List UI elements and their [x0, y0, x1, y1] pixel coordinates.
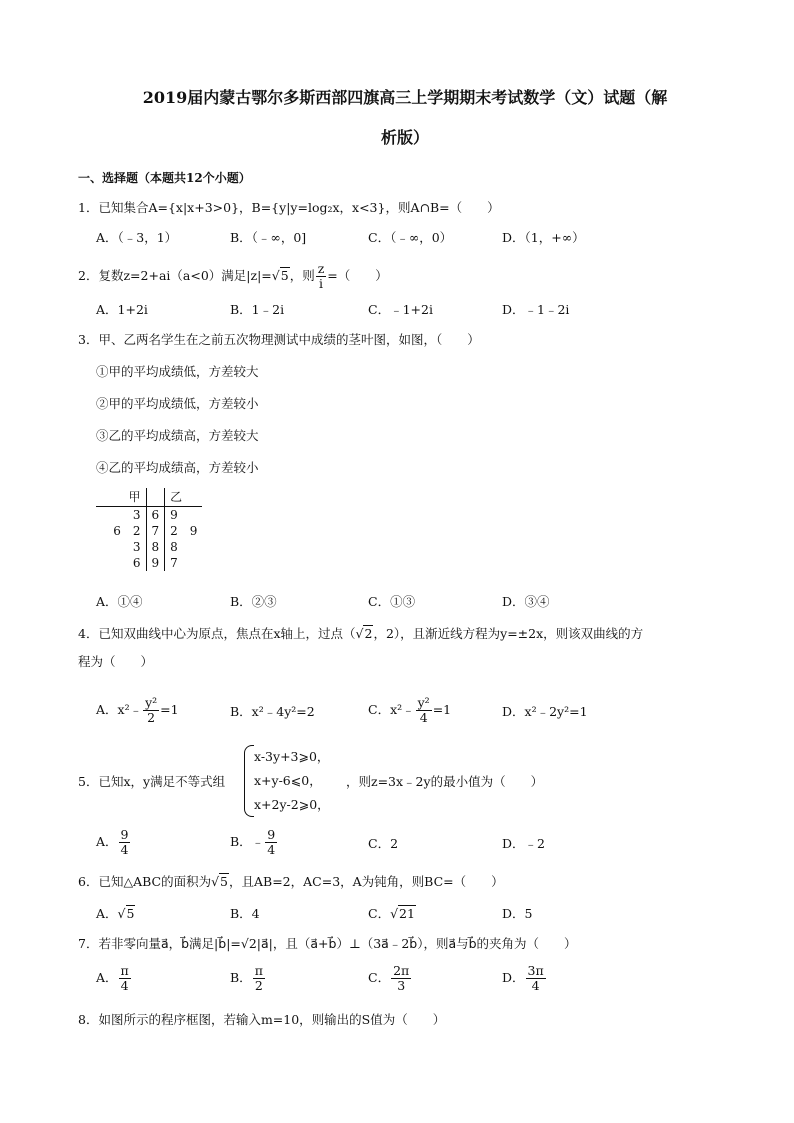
- numerator: 2π: [393, 963, 410, 978]
- question-6-stem: [78, 872, 504, 892]
- option-b[interactable]: B．x²﹣4y²=2: [230, 704, 315, 719]
- question-4-stem: [78, 624, 643, 644]
- denominator: 4: [531, 978, 540, 993]
- option-text: A．x²﹣: [96, 702, 143, 717]
- numerator: 9: [120, 827, 129, 842]
- statement-1: ①甲的平均成绩低，方差较大: [96, 364, 259, 379]
- option-a[interactable]: A．①④: [96, 594, 143, 609]
- numerator: 9: [267, 827, 276, 842]
- plot-row: [96, 539, 202, 555]
- leaf-right: 8: [170, 539, 178, 554]
- inequality-2: x+y-6⩽0，: [254, 773, 322, 788]
- option-text-post: =1: [432, 702, 452, 717]
- option-d[interactable]: D．（1，+∞）: [502, 230, 585, 245]
- leaf-right: 9: [170, 507, 178, 522]
- fraction: [119, 964, 131, 993]
- question-7-options: [96, 964, 736, 1000]
- option-a[interactable]: A．（﹣3，1）: [96, 230, 178, 245]
- option-a[interactable]: A．1+2i: [96, 302, 148, 317]
- denominator: 4: [419, 710, 428, 725]
- sqrt-symbol: √5: [271, 268, 289, 283]
- numerator: π: [254, 963, 263, 978]
- option-a[interactable]: [96, 904, 135, 924]
- denominator: i: [319, 276, 323, 291]
- stem-value: 8: [146, 539, 165, 555]
- statement-3: ③乙的平均成绩高，方差较大: [96, 428, 259, 443]
- radicand: 5: [280, 268, 289, 283]
- question-7-stem: 7．若非零向量a⃗，b⃗满足|b⃗|=√2|a⃗|，且（a⃗+b⃗）⊥（3a⃗﹣2b⃗），则a⃗与b⃗的夹角为（ ）: [78, 936, 577, 951]
- question-2-options: [96, 300, 736, 322]
- question-5-stem-b: ，则z=3x﹣2y的最小值为（ ）: [346, 774, 544, 789]
- plot-row: [96, 523, 202, 539]
- option-text: A．: [96, 970, 118, 985]
- question-4-text-a: 4．已知双曲线中心为原点，焦点在x轴上，过点（: [78, 626, 356, 641]
- question-4-stem-line2: 程为（ ）: [78, 654, 154, 669]
- option-text: D．: [502, 970, 525, 985]
- leaf-left: 6: [132, 555, 141, 570]
- leaf-left: 6 2: [113, 523, 141, 538]
- question-2-text-b: ，则: [289, 268, 315, 283]
- option-d[interactable]: D．﹣2: [502, 836, 545, 851]
- option-c[interactable]: C．①③: [368, 594, 416, 609]
- numerator: π: [120, 963, 129, 978]
- page-title-line2: 析版）: [380, 128, 429, 147]
- sqrt-symbol: √2: [355, 626, 373, 641]
- radicand: 21: [399, 906, 415, 921]
- radicand: 2: [364, 626, 373, 641]
- section-heading: 一、选择题（本题共12个小题）: [78, 171, 251, 185]
- option-b[interactable]: [230, 964, 266, 993]
- header-stem: [146, 488, 165, 506]
- denominator: 4: [120, 978, 129, 993]
- fraction: [391, 964, 411, 993]
- fraction: [526, 964, 546, 993]
- option-a[interactable]: [96, 964, 132, 993]
- fraction: [265, 828, 277, 857]
- option-b[interactable]: [230, 828, 278, 857]
- statement-2: ②甲的平均成绩低，方差较小: [96, 396, 259, 411]
- option-text: B．: [230, 970, 252, 985]
- numerator: y²: [417, 695, 430, 710]
- option-d[interactable]: [502, 964, 547, 993]
- option-text: A．: [96, 906, 118, 921]
- plot-row: [96, 506, 202, 523]
- question-2-text-c: =（ ）: [327, 268, 388, 283]
- question-1-stem: 1．已知集合A={x|x+3>0}，B={y|y=log₂x，x<3}，则A∩B=（ ）: [78, 200, 500, 215]
- option-c[interactable]: [368, 904, 416, 924]
- option-a[interactable]: [96, 696, 179, 725]
- option-c[interactable]: [368, 696, 451, 725]
- question-2-stem: [78, 262, 388, 291]
- sqrt-symbol: √5: [117, 906, 135, 921]
- question-5-options: [96, 828, 736, 862]
- question-4-options: [96, 696, 736, 730]
- numerator: z: [317, 261, 325, 276]
- leaf-right: 7: [170, 555, 178, 570]
- option-a[interactable]: [96, 828, 131, 857]
- leaf-right: 2 9: [170, 523, 198, 538]
- option-text: A．: [96, 834, 118, 849]
- denominator: 2: [254, 978, 263, 993]
- inequality-3: x+2y-2⩾0，: [254, 797, 330, 812]
- option-b[interactable]: B．②③: [230, 594, 277, 609]
- inequality-1: x-3y+3⩾0，: [254, 749, 330, 764]
- sqrt-symbol: √21: [390, 906, 415, 921]
- option-d[interactable]: D．x²﹣2y²=1: [502, 704, 588, 719]
- denominator: 3: [397, 978, 406, 993]
- option-d[interactable]: D．③④: [502, 594, 550, 609]
- leaf-left: 3: [132, 539, 141, 554]
- question-4-text-b: ，2），且渐近线方程为y=±2x，则该双曲线的方: [373, 626, 644, 641]
- fraction: [143, 696, 159, 725]
- stem-leaf-plot: [96, 488, 216, 578]
- plot-row: [96, 555, 202, 571]
- question-8-stem: 8．如图所示的程序框图，若输入m=10，则输出的S值为（ ）: [78, 1012, 446, 1027]
- question-3-options: [96, 592, 736, 614]
- option-b[interactable]: B．（﹣∞，0]: [230, 230, 307, 245]
- question-1-options: [96, 228, 736, 250]
- stem-value: 6: [146, 506, 165, 523]
- option-text: C．x²﹣: [368, 702, 415, 717]
- option-d[interactable]: D．5: [502, 906, 533, 921]
- radicand: 5: [126, 906, 135, 921]
- option-b[interactable]: B．4: [230, 906, 260, 921]
- denominator: 2: [147, 710, 156, 725]
- denominator: 4: [267, 842, 276, 857]
- option-c[interactable]: C．2: [368, 836, 399, 851]
- question-6-options: [96, 904, 736, 926]
- header-right: 乙: [165, 488, 203, 506]
- leaf-left: 3: [132, 507, 141, 522]
- stem-value: 7: [146, 523, 165, 539]
- fraction: [416, 696, 432, 725]
- option-text: B．﹣: [230, 834, 265, 849]
- statement-4: ④乙的平均成绩高，方差较小: [96, 460, 259, 475]
- stem-value: 9: [146, 555, 165, 571]
- sqrt-symbol: √5: [211, 874, 228, 889]
- question-5-stem-a: 5．已知x，y满足不等式组: [78, 774, 226, 789]
- system-brace: [244, 745, 254, 817]
- option-d[interactable]: D．﹣1﹣2i: [502, 302, 570, 317]
- numerator: 3π: [527, 963, 544, 978]
- fraction: [316, 262, 327, 291]
- option-b[interactable]: B．1﹣2i: [230, 302, 285, 317]
- question-2-text-a: 2．复数z=2+ai（a<0）满足|z|=: [78, 268, 272, 283]
- question-6-text-b: ，且AB=2，AC=3，A为钝角，则BC=（ ）: [229, 874, 504, 889]
- denominator: 4: [120, 842, 129, 857]
- page-title-line1: 2019届内蒙古鄂尔多斯西部四旗高三上学期期末考试数学（文）试题（解: [142, 88, 668, 107]
- option-c[interactable]: [368, 964, 412, 993]
- option-c[interactable]: C．﹣1+2i: [368, 302, 433, 317]
- option-text-post: =1: [160, 702, 179, 717]
- radicand: 5: [220, 874, 228, 889]
- fraction: [119, 828, 131, 857]
- option-text: C．: [368, 906, 391, 921]
- option-c[interactable]: C．（﹣∞，0）: [368, 230, 453, 245]
- fraction: [253, 964, 265, 993]
- header-left: 甲: [96, 488, 146, 506]
- option-text: C．: [368, 970, 391, 985]
- question-6-text-a: 6．已知△ABC的面积为: [78, 874, 212, 889]
- numerator: y²: [145, 695, 158, 710]
- question-3-stem: 3．甲、乙两名学生在之前五次物理测试中成绩的茎叶图，如图，（ ）: [78, 332, 480, 347]
